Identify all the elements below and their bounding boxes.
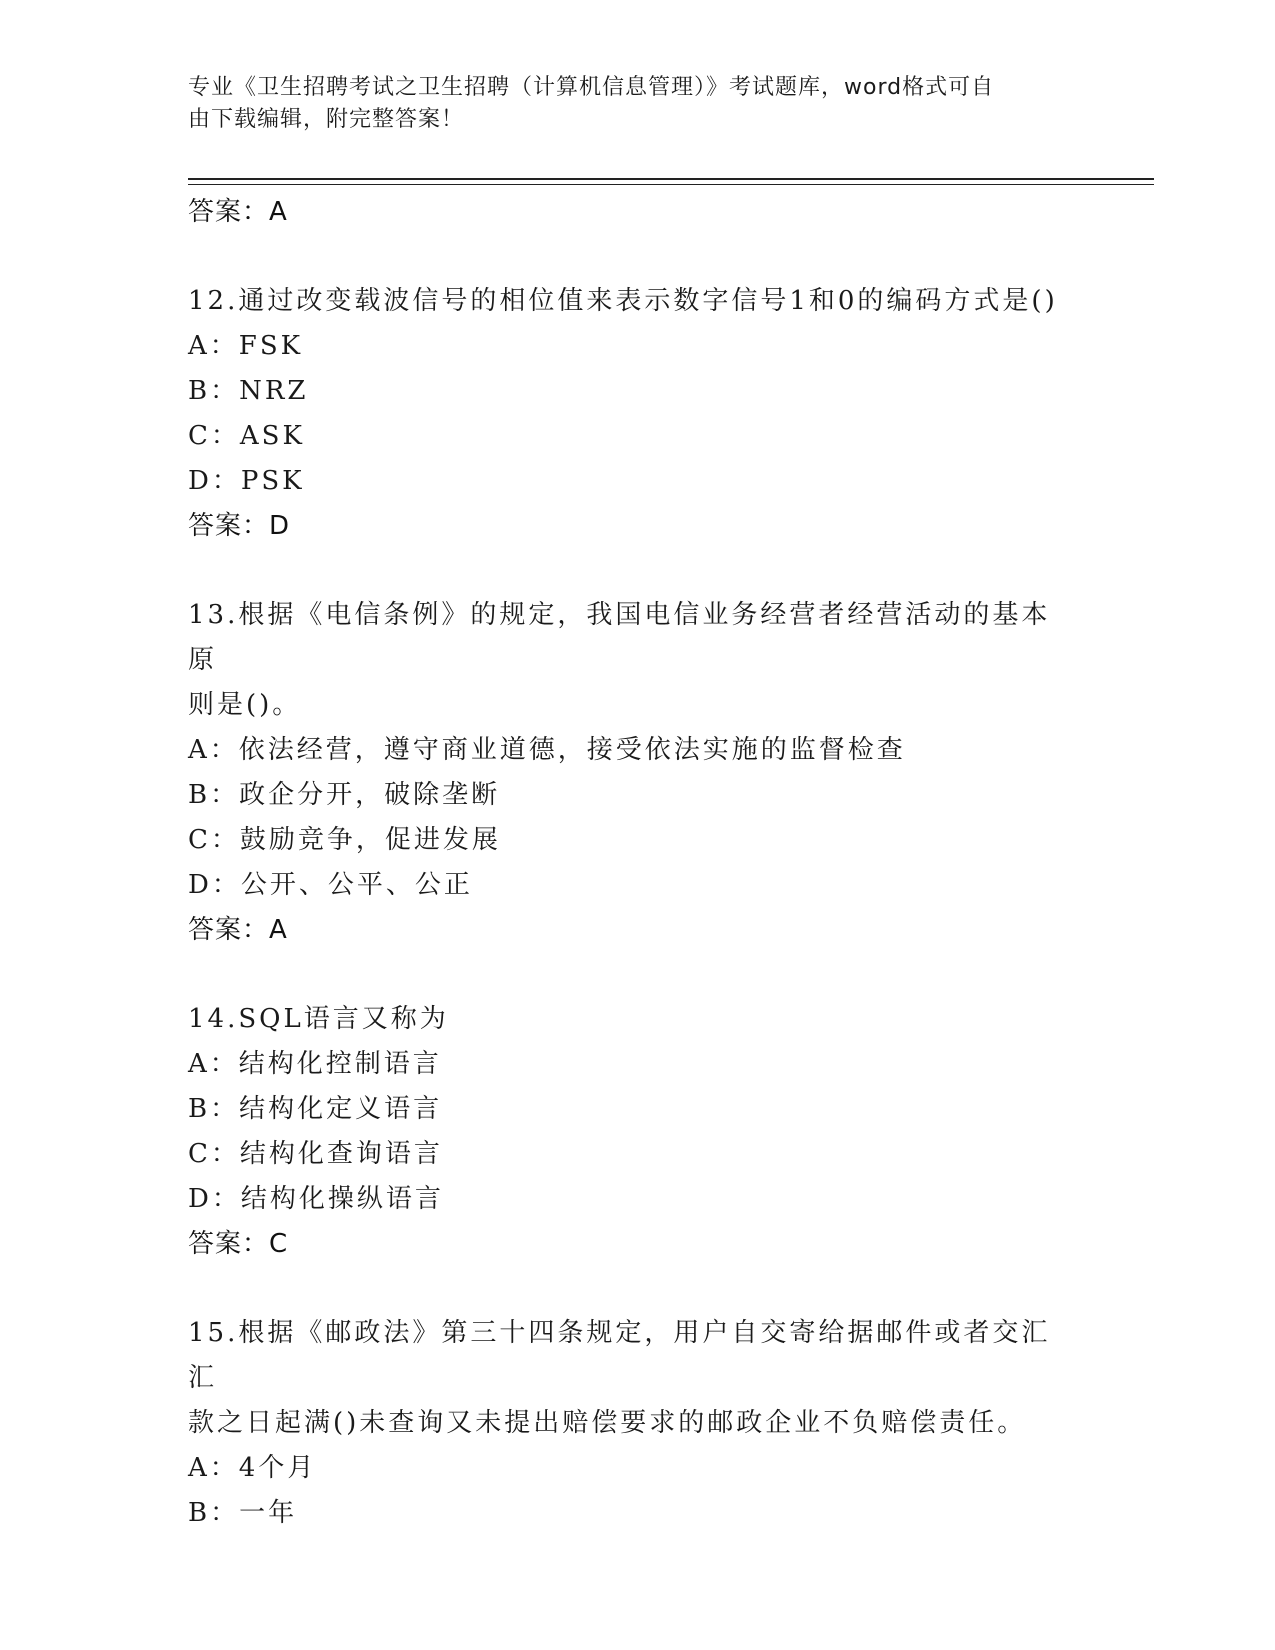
option-c: C：ASK [188, 421, 305, 451]
option-c: C：结构化查询语言 [188, 1139, 443, 1169]
question-list [188, 190, 1088, 1536]
answer-line: 答案：D [188, 511, 291, 541]
header-divider [188, 178, 1154, 185]
question-15 [188, 1311, 1088, 1536]
question-14 [188, 997, 1088, 1267]
option-a: A：FSK [188, 331, 304, 361]
answer-line: 答案：A [188, 197, 288, 227]
option-d: D：结构化操纵语言 [188, 1184, 444, 1214]
option-b: B：NRZ [188, 376, 309, 406]
header-line-1: 专业《卫生招聘考试之卫生招聘（计算机信息管理）》考试题库，word格式可自 [188, 75, 995, 100]
option-d: D：公开、公平、公正 [188, 870, 473, 900]
option-b: B：结构化定义语言 [188, 1094, 443, 1124]
question-text-line-1: 15.根据《邮政法》第三十四条规定，用户自交寄给据邮件或者交汇汇 [188, 1318, 1051, 1393]
answer-line: 答案：C [188, 1229, 289, 1259]
question-text: 14.SQL语言又称为 [188, 1004, 449, 1034]
option-a: A：4个月 [188, 1453, 317, 1483]
question-text-line-1: 13.根据《电信条例》的规定，我国电信业务经营者经营活动的基本原 [188, 600, 1051, 675]
option-a: A：依法经营，遵守商业道德，接受依法实施的监督检查 [188, 735, 906, 765]
question-text-line-2: 则是()。 [188, 690, 302, 720]
option-b: B：一年 [188, 1498, 298, 1528]
option-d: D：PSK [188, 466, 305, 496]
question-text: 12.通过改变载波信号的相位值来表示数字信号1和0的编码方式是() [188, 286, 1058, 316]
option-c: C：鼓励竞争，促进发展 [188, 825, 501, 855]
question-text-line-2: 款之日起满()未查询又未提出赔偿要求的邮政企业不负赔偿责任。 [188, 1408, 1027, 1438]
question-13 [188, 593, 1088, 953]
option-a: A：结构化控制语言 [188, 1049, 442, 1079]
option-b: B：政企分开，破除垄断 [188, 780, 501, 810]
question-12 [188, 279, 1088, 549]
header-line-2: 由下载编辑，附完整答案！ [188, 107, 465, 132]
answer-line: 答案：A [188, 915, 288, 945]
page-header [188, 72, 1068, 136]
